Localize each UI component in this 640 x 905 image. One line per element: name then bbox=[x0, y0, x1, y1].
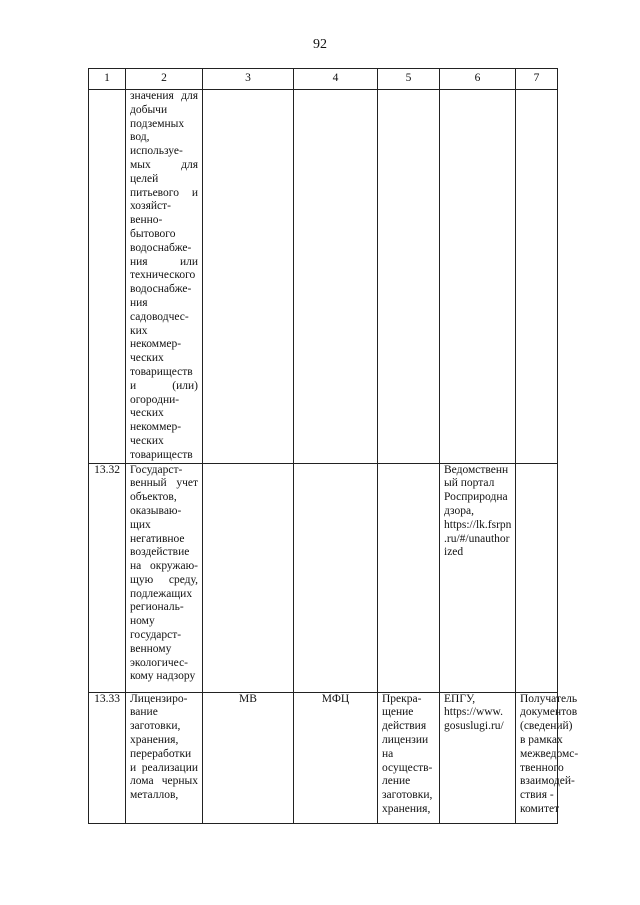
col4-cell: МФЦ bbox=[294, 692, 378, 823]
cell-line: ление bbox=[382, 775, 411, 788]
cell-line: gosuslugi.ru/ bbox=[444, 720, 504, 733]
cell-line: ствия - bbox=[520, 789, 554, 802]
cell-line: Росприродна bbox=[444, 491, 508, 504]
cell-line: Ведомственн bbox=[444, 463, 509, 476]
header-cell: 7 bbox=[516, 69, 558, 90]
header-cell: 3 bbox=[203, 69, 294, 90]
cell-line: и реализации bbox=[130, 761, 198, 774]
cell-line: на окружаю- bbox=[130, 560, 198, 573]
col6-cell bbox=[440, 90, 516, 464]
service-name-cell bbox=[126, 692, 203, 823]
cell-line: ческих bbox=[130, 352, 164, 365]
table-row bbox=[89, 463, 558, 692]
cell-line: переработки bbox=[130, 747, 192, 760]
cell-line: региональ- bbox=[130, 601, 184, 614]
col5-cell bbox=[378, 692, 440, 823]
cell-line: ized bbox=[444, 546, 464, 559]
cell-line: товариществ bbox=[130, 365, 193, 378]
cell-line: осуществ- bbox=[382, 761, 433, 774]
cell-line: хозяйст- bbox=[130, 200, 172, 213]
cell-line: оказываю- bbox=[130, 504, 182, 517]
cell-line: ких bbox=[130, 324, 148, 337]
cell-line: объектов, bbox=[130, 491, 177, 504]
cell-line: документов bbox=[520, 706, 578, 719]
col7-cell bbox=[516, 463, 558, 692]
cell-line: комитет bbox=[520, 802, 560, 815]
page-number: 92 bbox=[313, 37, 327, 52]
header-row bbox=[89, 69, 558, 90]
cell-line: в рамках bbox=[520, 733, 563, 746]
service-name-cell bbox=[126, 463, 203, 692]
cell-line: заготовки, bbox=[130, 720, 181, 733]
cell-line: Лицензиро- bbox=[130, 692, 188, 705]
cell-line: ЕПГУ, bbox=[444, 692, 476, 705]
cell-line: бытового bbox=[130, 227, 176, 240]
cell-line: на bbox=[382, 747, 394, 760]
cell-line: твенного bbox=[520, 761, 564, 774]
cell-line: Прекра- bbox=[382, 692, 422, 705]
portal-link-cell bbox=[440, 463, 516, 692]
cell-line: (сведений) bbox=[520, 720, 573, 733]
col5-cell bbox=[378, 463, 440, 692]
header-cell: 4 bbox=[294, 69, 378, 90]
cell-line: щих bbox=[130, 518, 151, 531]
cell-line: Государст- bbox=[130, 463, 183, 476]
cell-line: значения для bbox=[130, 90, 198, 102]
cell-line: лицензии bbox=[382, 733, 429, 746]
cell-line: хранения, bbox=[382, 802, 431, 815]
table-row bbox=[89, 692, 558, 823]
cell-line: венно- bbox=[130, 214, 163, 227]
cell-line: венный учет bbox=[130, 477, 198, 490]
cell-line: подземных bbox=[130, 117, 185, 130]
cell-line: металлов, bbox=[130, 789, 179, 802]
cell-line: ый портал bbox=[444, 477, 495, 490]
header-cell: 1 bbox=[89, 69, 126, 90]
cell-line: действия bbox=[382, 720, 427, 733]
portal-link-cell bbox=[440, 692, 516, 823]
col4-cell bbox=[294, 90, 378, 464]
cell-line: межведомс- bbox=[520, 747, 579, 760]
cell-line: ния или bbox=[130, 255, 198, 268]
header-cell: 5 bbox=[378, 69, 440, 90]
cell-line: вание bbox=[130, 706, 158, 719]
cell-line: используе- bbox=[130, 145, 183, 158]
cell-line: щение bbox=[382, 706, 414, 719]
cell-line: взаимодей- bbox=[520, 775, 575, 788]
cell-line: https://www. bbox=[444, 706, 503, 719]
cell-line: добычи bbox=[130, 103, 168, 116]
col3-cell: МВ bbox=[203, 692, 294, 823]
cell-line: хранения, bbox=[130, 733, 179, 746]
header-cell: 6 bbox=[440, 69, 516, 90]
table-row bbox=[89, 90, 558, 464]
cell-line: питьевого и bbox=[130, 186, 198, 199]
row-number: 13.32 bbox=[89, 463, 126, 692]
header-cell: 2 bbox=[126, 69, 203, 90]
col3-cell bbox=[203, 90, 294, 464]
col7-cell bbox=[516, 90, 558, 464]
cell-line: мых для bbox=[130, 158, 198, 171]
cell-line: ному bbox=[130, 615, 155, 628]
cell-line: ческих bbox=[130, 407, 164, 420]
cell-line: ческих bbox=[130, 434, 164, 447]
cell-line: вод, bbox=[130, 131, 150, 144]
cell-line: дзора, bbox=[444, 504, 474, 517]
row-number: 13.33 bbox=[89, 692, 126, 823]
cell-line: садоводчес- bbox=[130, 310, 189, 323]
cell-line: негативное bbox=[130, 532, 185, 545]
row-number bbox=[89, 90, 126, 464]
cell-line: щую среду, bbox=[130, 573, 198, 586]
cell-line: воздействие bbox=[130, 546, 190, 559]
cell-line: ния bbox=[130, 296, 148, 309]
cell-line: лома черных bbox=[130, 775, 198, 788]
cell-line: подлежащих bbox=[130, 587, 193, 600]
cell-line: товариществ bbox=[130, 448, 193, 461]
cell-line: экологичес- bbox=[130, 656, 189, 669]
cell-line: кому надзору bbox=[130, 670, 196, 683]
col5-cell bbox=[378, 90, 440, 464]
service-name-cell bbox=[126, 90, 203, 464]
cell-line: и (или) bbox=[130, 379, 198, 392]
cell-line: водоснабже- bbox=[130, 241, 192, 254]
cell-line: водоснабже- bbox=[130, 283, 192, 296]
cell-line: некоммер- bbox=[130, 338, 182, 351]
cell-line: .ru/#/unauthor bbox=[444, 532, 510, 545]
cell-line: целей bbox=[130, 172, 159, 185]
cell-line: технического bbox=[130, 269, 196, 282]
cell-line: венному bbox=[130, 642, 172, 655]
cell-line: заготовки, bbox=[382, 789, 433, 802]
cell-line: государст- bbox=[130, 629, 182, 642]
cell-line: Получатель bbox=[520, 692, 578, 705]
col3-cell bbox=[203, 463, 294, 692]
cell-line: https://lk.fsrpn bbox=[444, 518, 512, 531]
cell-line: огородни- bbox=[130, 393, 180, 406]
col4-cell bbox=[294, 463, 378, 692]
services-table bbox=[88, 68, 579, 824]
col7-cell bbox=[516, 692, 579, 823]
cell-line: некоммер- bbox=[130, 421, 182, 434]
